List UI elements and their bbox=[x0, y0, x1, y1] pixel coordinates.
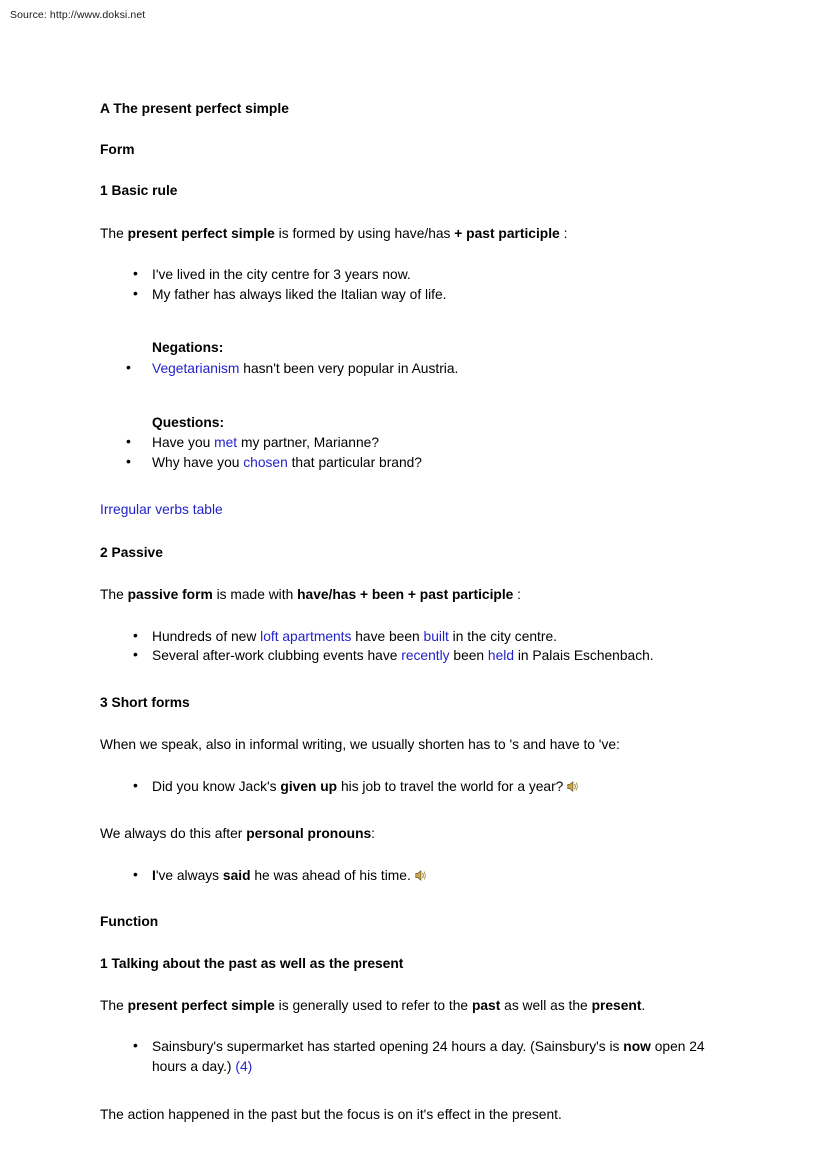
bold-present: present bbox=[591, 997, 642, 1013]
questions-label: Questions: bbox=[152, 414, 225, 430]
short-forms-example-list-2 bbox=[100, 866, 720, 886]
heading-function: Function bbox=[100, 914, 159, 930]
text-fragment: that particular brand? bbox=[287, 454, 422, 470]
text-fragment: Sainsbury's supermarket has started opening 24 hours a day. (Sainsbury's is bbox=[152, 1039, 624, 1055]
text-fragment: hasn't been very popular in Austria. bbox=[239, 361, 459, 377]
link-reference-4[interactable]: (4) bbox=[235, 1059, 253, 1075]
list-item bbox=[100, 627, 720, 647]
heading-talking-about-past-and-present: 1 Talking about the past as well as the present bbox=[100, 955, 404, 971]
link-loft-apartments[interactable]: loft apartments bbox=[260, 628, 352, 644]
basic-rule-examples-list bbox=[100, 265, 720, 304]
text-fragment: : bbox=[513, 587, 522, 603]
text-fragment: been bbox=[449, 648, 488, 664]
function-closing-note: The action happened in the past but the focus is on it's effect in the present. bbox=[100, 1106, 562, 1122]
text-fragment: his job to travel the world for a year? bbox=[337, 778, 564, 794]
short-forms-example-list-1 bbox=[100, 777, 720, 797]
text-fragment: in the city centre. bbox=[448, 628, 557, 644]
list-item bbox=[100, 866, 720, 886]
text-fragment: have been bbox=[351, 628, 424, 644]
function-example-list bbox=[100, 1037, 720, 1076]
link-built[interactable]: built bbox=[423, 628, 449, 644]
negations-label: Negations: bbox=[152, 340, 224, 356]
link-vegetarianism[interactable]: Vegetarianism bbox=[152, 361, 240, 377]
list-item: • My father has always liked the Italian way of life. bbox=[100, 285, 720, 305]
bold-given-up: given up bbox=[280, 778, 338, 794]
short-forms-intro: When we speak, also in informal writing, we usually shorten has to 's and have to 've: bbox=[100, 737, 620, 753]
link-chosen[interactable]: chosen bbox=[243, 454, 288, 470]
bold-personal-pronouns: personal pronouns bbox=[246, 826, 372, 842]
bold-have-has-been-past-participle: have/has + been + past participle bbox=[297, 587, 514, 603]
negations-list bbox=[100, 359, 720, 379]
document-body bbox=[100, 100, 720, 1146]
text-fragment: he was ahead of his time. bbox=[250, 867, 411, 883]
source-attribution: Source: http://www.doksi.net bbox=[10, 9, 146, 21]
list-item bbox=[100, 359, 720, 379]
heading-short-forms: 3 Short forms bbox=[100, 694, 190, 710]
function-intro bbox=[100, 996, 720, 1016]
text-fragment: Why have you bbox=[152, 454, 244, 470]
heading-passive: 2 Passive bbox=[100, 544, 163, 560]
text-fragment: 've always bbox=[155, 867, 223, 883]
list-item bbox=[100, 1037, 720, 1076]
basic-rule-intro bbox=[100, 224, 720, 244]
text-fragment: open 24 hours a day.) bbox=[152, 1039, 705, 1075]
text-fragment: Several after-work clubbing events have bbox=[152, 648, 402, 664]
bold-said: said bbox=[222, 867, 251, 883]
list-item bbox=[100, 453, 720, 473]
link-irregular-verbs-table[interactable]: Irregular verbs table bbox=[100, 502, 223, 518]
page-title: A The present perfect simple bbox=[100, 101, 289, 116]
list-item bbox=[100, 433, 720, 453]
passive-intro bbox=[100, 585, 720, 605]
personal-pronouns-note bbox=[100, 824, 720, 844]
audio-speaker-icon[interactable] bbox=[414, 868, 427, 881]
passive-examples-list bbox=[100, 627, 720, 666]
list-item: • I've lived in the city centre for 3 years now. bbox=[100, 265, 720, 285]
link-met[interactable]: met bbox=[214, 435, 238, 451]
link-held[interactable]: held bbox=[487, 648, 515, 664]
heading-basic-rule: 1 Basic rule bbox=[100, 183, 178, 199]
list-item bbox=[100, 646, 720, 666]
text-fragment: Have you bbox=[152, 435, 215, 451]
bold-present-perfect-simple: present perfect simple bbox=[127, 997, 275, 1013]
text-fragment: The bbox=[100, 225, 128, 241]
list-item bbox=[100, 777, 720, 797]
text-fragment: is formed by using have/has bbox=[274, 225, 455, 241]
link-recently[interactable]: recently bbox=[401, 648, 450, 664]
bold-present-perfect-simple: present perfect simple bbox=[127, 225, 275, 241]
bold-past-participle: + past participle bbox=[454, 225, 560, 241]
text-fragment: Did you know Jack's bbox=[152, 778, 281, 794]
bold-now: now bbox=[623, 1039, 651, 1055]
text-fragment: : bbox=[371, 826, 376, 842]
text-fragment: in Palais Eschenbach. bbox=[514, 648, 654, 664]
text-fragment: The bbox=[100, 587, 128, 603]
text-fragment: . bbox=[641, 997, 646, 1013]
bold-passive-form: passive form bbox=[127, 587, 213, 603]
text-fragment: We always do this after bbox=[100, 826, 247, 842]
text-fragment: is made with bbox=[212, 587, 298, 603]
audio-speaker-icon[interactable] bbox=[566, 779, 579, 792]
irregular-verbs-table-block bbox=[100, 500, 720, 520]
text-fragment: Hundreds of new bbox=[152, 628, 261, 644]
text-fragment: : bbox=[559, 225, 568, 241]
text-fragment: The bbox=[100, 997, 128, 1013]
bold-past: past bbox=[471, 997, 501, 1013]
bold-i: I bbox=[152, 867, 156, 883]
text-fragment: is generally used to refer to the bbox=[274, 997, 472, 1013]
text-fragment: my partner, Marianne? bbox=[237, 435, 379, 451]
questions-list bbox=[100, 433, 720, 472]
heading-form: Form bbox=[100, 142, 135, 158]
text-fragment: as well as the bbox=[500, 997, 592, 1013]
